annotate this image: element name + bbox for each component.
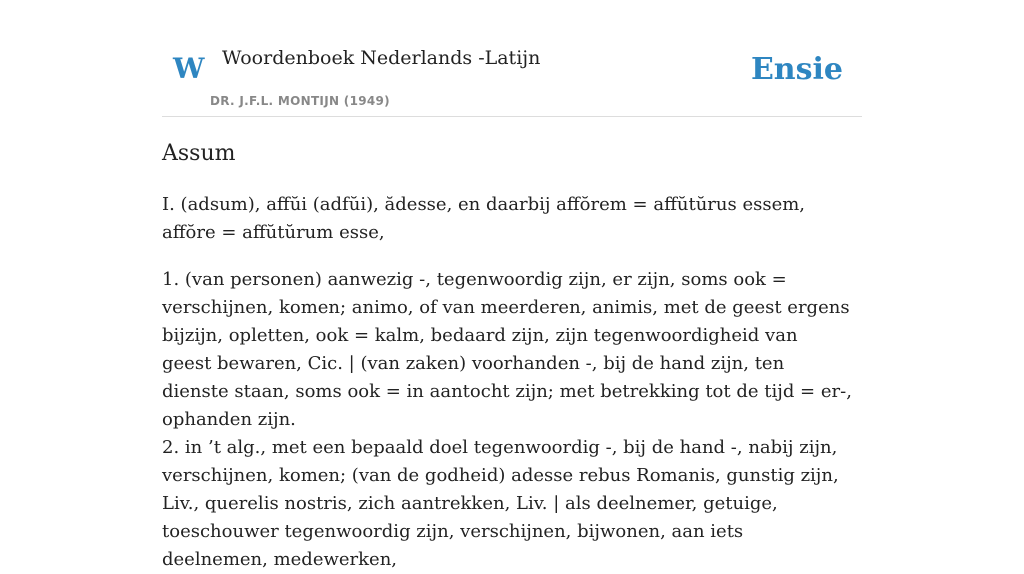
- woordenboek-logo[interactable]: W: [173, 52, 205, 85]
- book-title[interactable]: Woordenboek Nederlands -Latijn: [222, 47, 541, 69]
- site-header: [162, 0, 862, 117]
- entry-sense: 2. in ’t alg., met een bepaald doel tegenwoordig -, bij de hand -, nabij zijn, verschijnen, komen; (van de godheid) adesse rebus Romanis, gunstig zijn, Liv., querelis nostris, zich aantrekken, Liv. | als deelnemer, getuige, toeschouwer tegenwoordig zijn, verschijnen, bijwonen, aan iets deelnemen, medewerken,: [162, 437, 839, 570]
- entry-title: Assum: [162, 141, 236, 166]
- entry-content: [162, 138, 852, 574]
- ensie-logo[interactable]: Ensie: [750, 52, 843, 87]
- entry-sense: 1. (van personen) aanwezig -, tegenwoordig zijn, er zijn, soms ook = verschijnen, komen; animo, of van meerderen, animis, met de geest ergens bijzijn, opletten, ook = kalm, bedaard zijn, zijn tegenwoordigheid van geest bewaren, Cic. | (van zaken) voorhanden -, bij de hand zijn, ten dienste staan, soms ook = in aantocht zijn; met betrekking tot de tijd = er-, ophanden zijn.: [162, 269, 852, 430]
- entry-intro: I. (adsum), affŭi (adfŭi), ădesse, en daarbij affŏrem = affŭtŭrus essem, affŏre = affŭtŭrum esse,: [162, 194, 806, 243]
- book-author: DR. J.F.L. MONTIJN (1949): [210, 94, 390, 108]
- entry-senses: [162, 266, 852, 574]
